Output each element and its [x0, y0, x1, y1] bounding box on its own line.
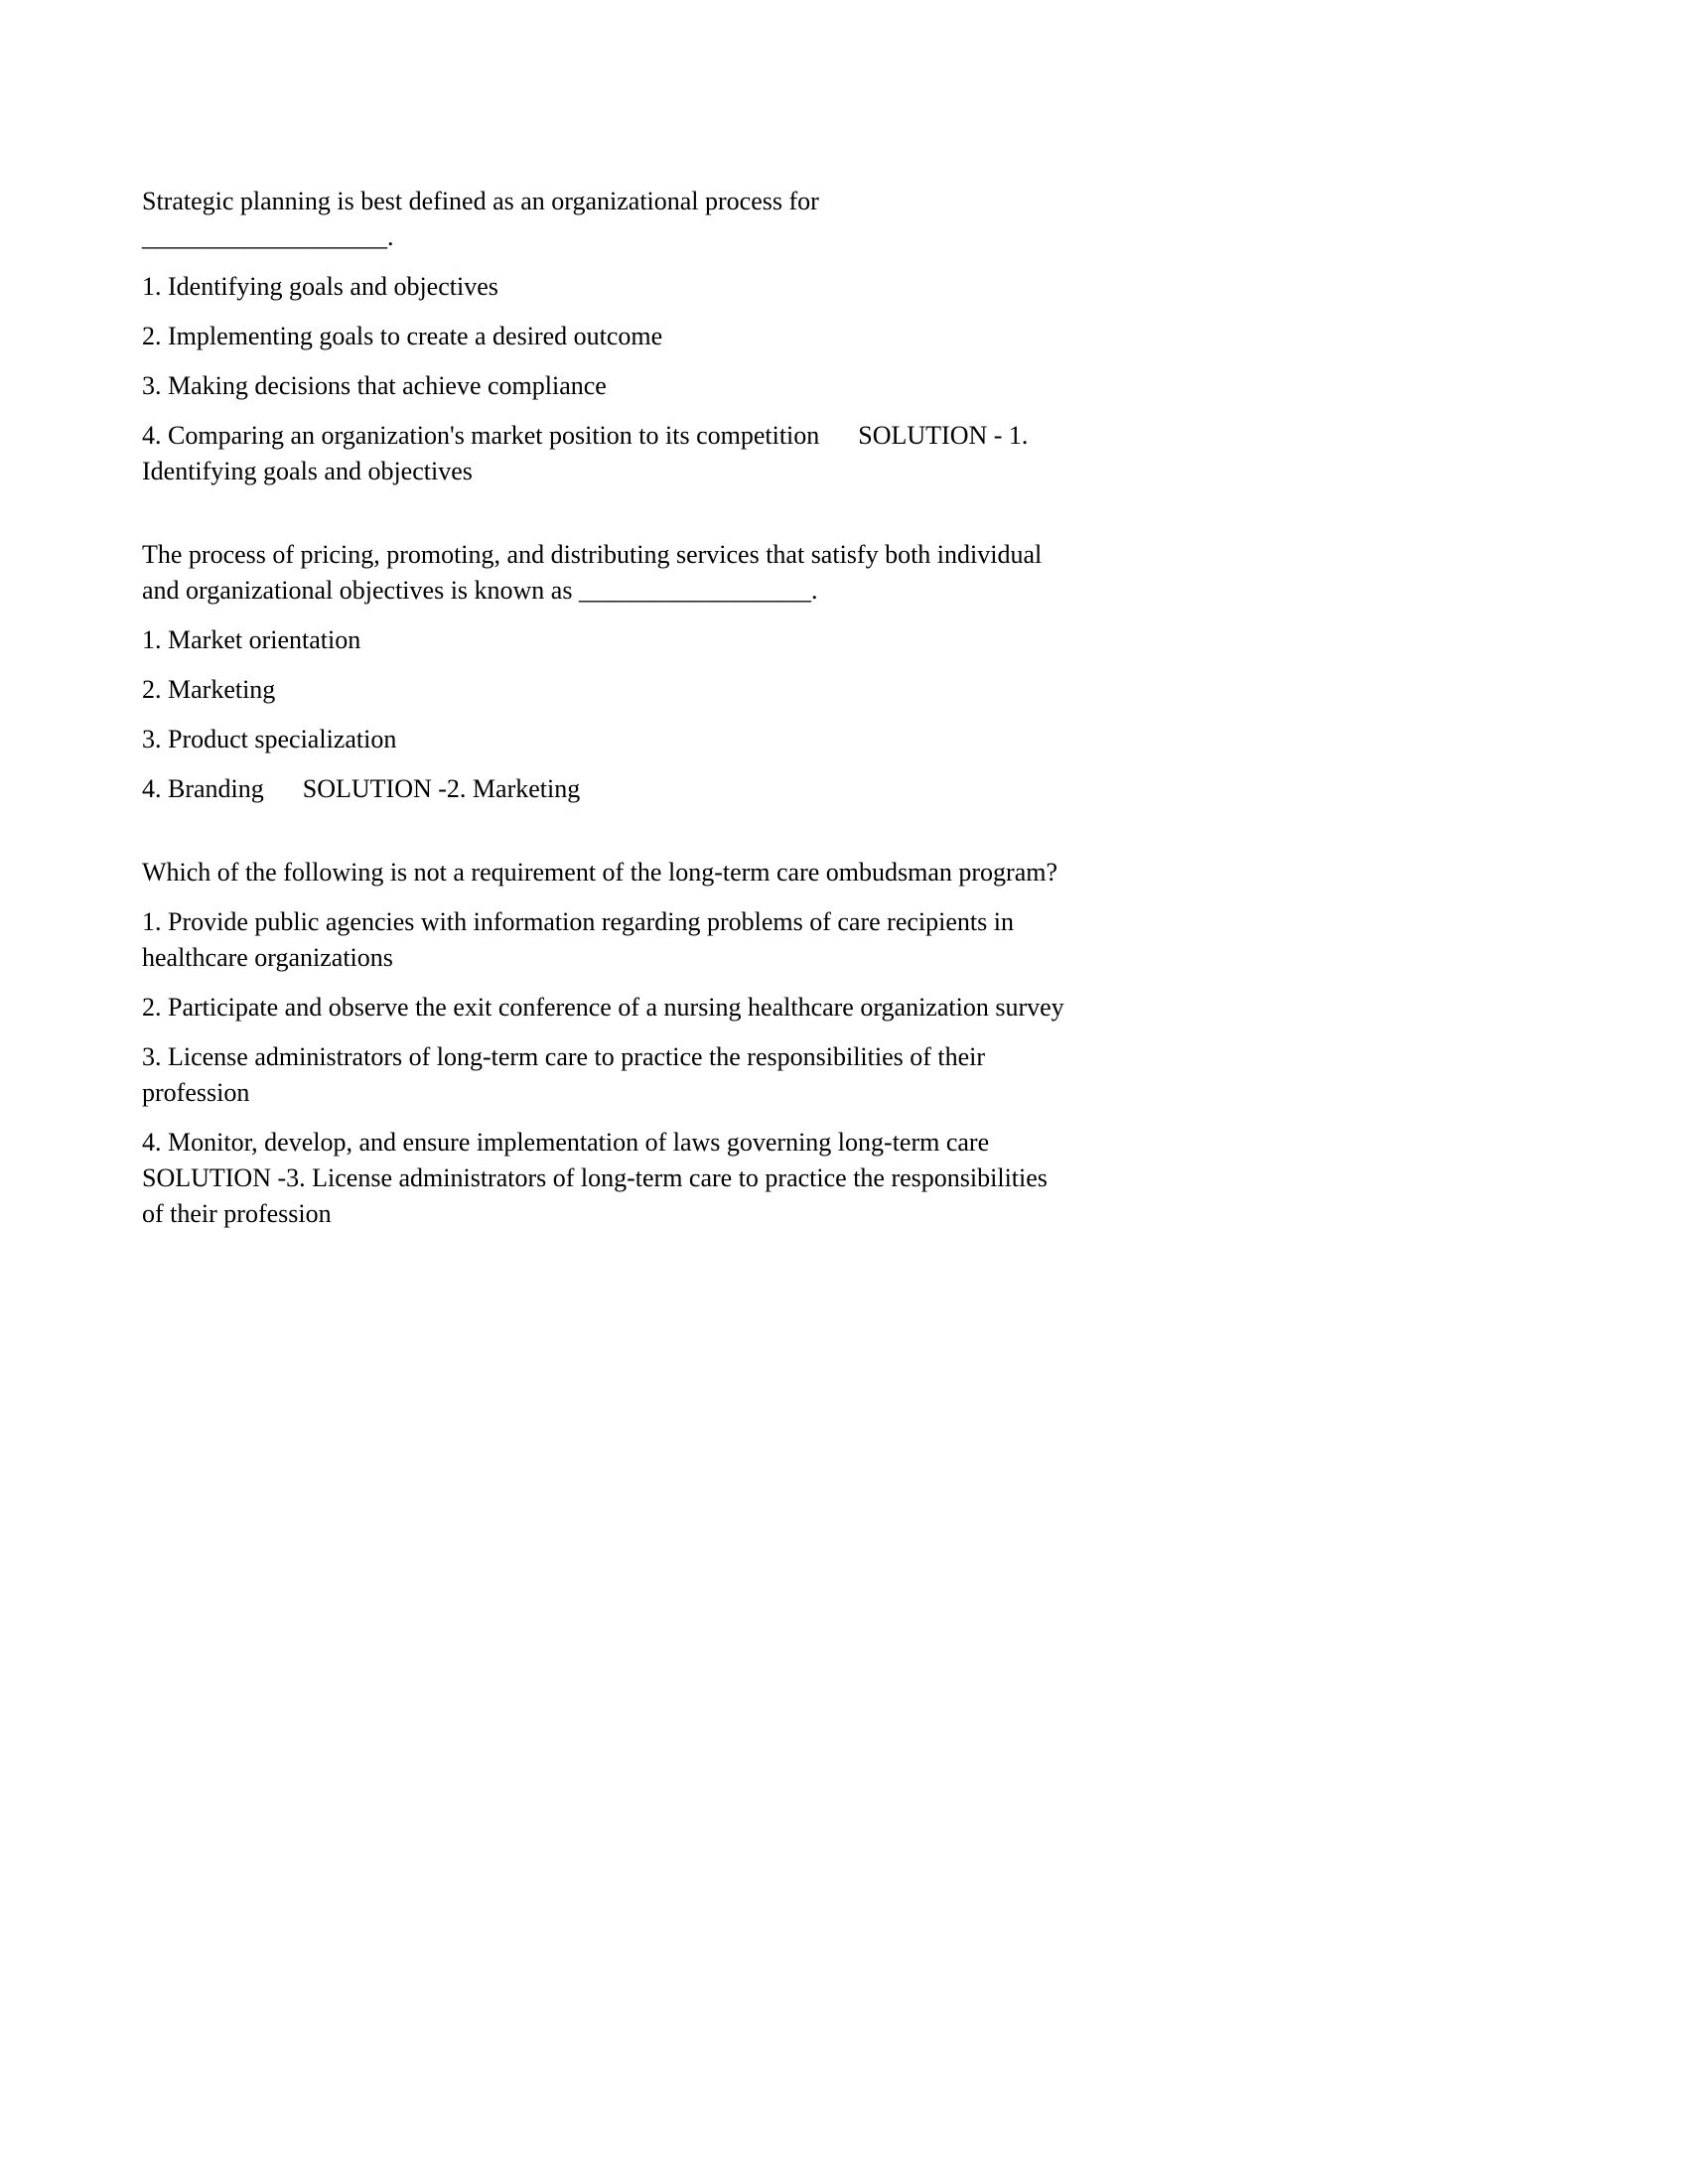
question-option: 2. Implementing goals to create a desired outcome [142, 322, 663, 350]
question-prompt: The process of pricing, promoting, and distributing services that satisfy both individual and organizational objectives is known as __________________. [142, 540, 1049, 605]
question-option [142, 1125, 1075, 1232]
option-text: 4. Branding [142, 774, 264, 803]
solution-gap [819, 421, 858, 450]
solution-gap [264, 774, 303, 803]
question-block [142, 537, 1075, 807]
option-text: 4. Comparing an organization's market position to its competition [142, 421, 820, 450]
question-option: 1. Provide public agencies with information regarding problems of care recipients in healthcare organizations [142, 907, 1021, 972]
question-option: 1. Identifying goals and objectives [142, 272, 498, 301]
question-option [142, 771, 1075, 807]
option-text: 4. Monitor, develop, and ensure implementation of laws governing long-term care [142, 1128, 990, 1157]
solution-text: SOLUTION -3. License administrators of long-term care to practice the responsibilities of their profession [142, 1163, 1055, 1228]
question-prompt: Strategic planning is best defined as an organizational process for ___________________. [142, 187, 826, 251]
solution-gap [989, 1128, 996, 1157]
questions-container [142, 184, 1075, 1232]
question-option: 1. Market orientation [142, 625, 361, 654]
question-prompt: Which of the following is not a requirement of the long-term care ombudsman program? [142, 858, 1057, 887]
question-option: 2. Marketing [142, 675, 276, 704]
document-page [142, 184, 1075, 1280]
question-block [142, 855, 1075, 1232]
question-option [142, 418, 1075, 489]
question-block [142, 184, 1075, 489]
question-option: 3. Making decisions that achieve compliance [142, 371, 607, 400]
solution-text: SOLUTION - 1. Identifying goals and objectives [142, 421, 1035, 485]
question-option: 2. Participate and observe the exit conference of a nursing healthcare organization survey [142, 993, 1064, 1022]
question-option: 3. License administrators of long-term care to practice the responsibilities of their profession [142, 1042, 992, 1107]
question-option: 3. Product specialization [142, 725, 397, 753]
solution-text: SOLUTION -2. Marketing [302, 774, 581, 803]
